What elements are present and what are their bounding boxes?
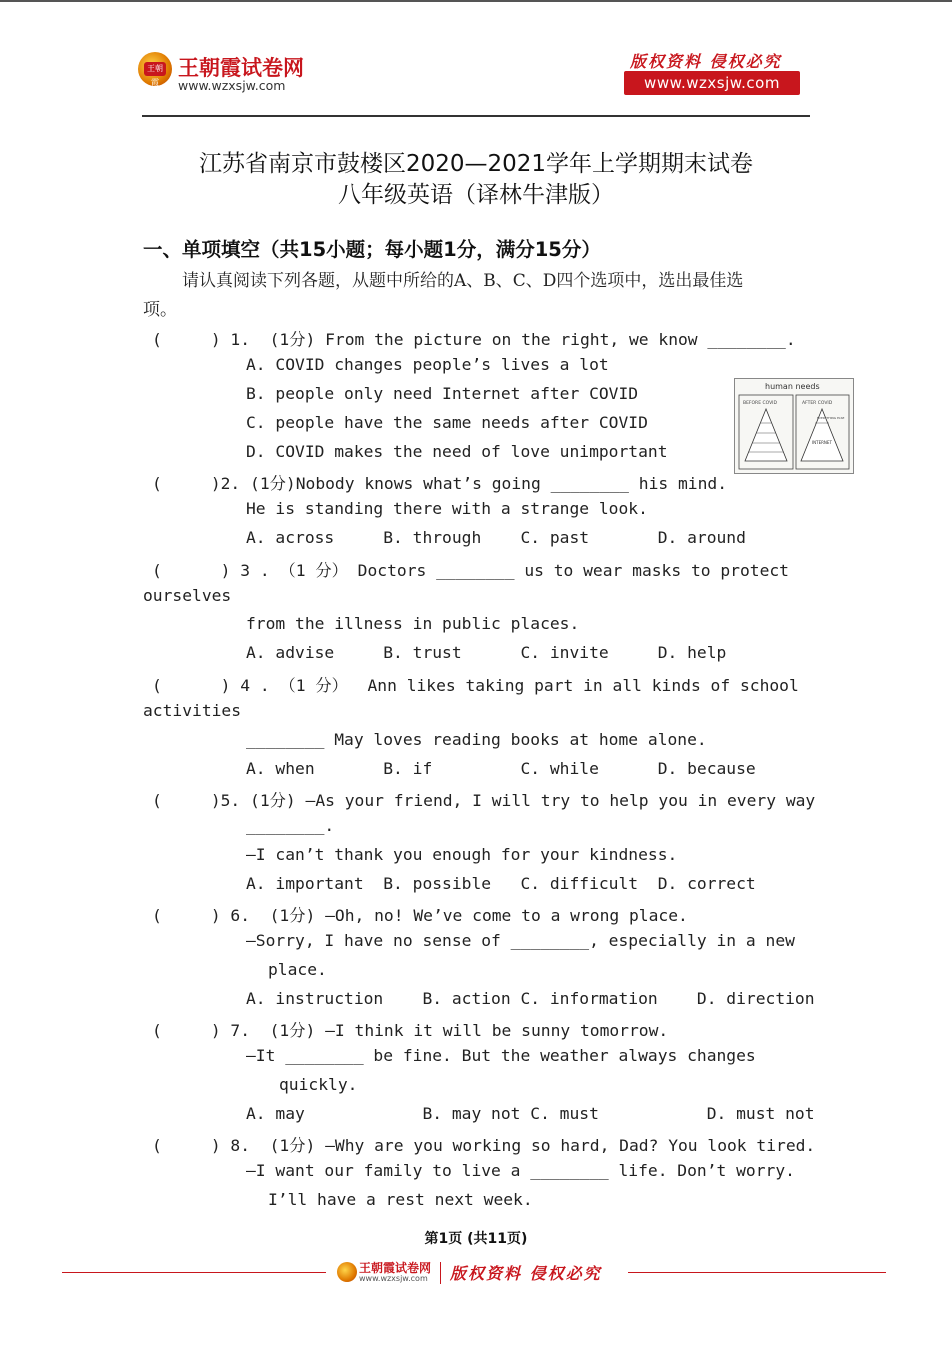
header-rule xyxy=(142,115,810,117)
site-logo-title: 王朝霞试卷网 xyxy=(178,56,304,80)
question-6-reply-cont: place. xyxy=(268,960,327,979)
human-needs-drawing xyxy=(735,379,853,473)
question-6-options: A. instruction B. action C. information D. direction xyxy=(246,989,815,1008)
question-8-reply-cont: I’ll have a rest next week. xyxy=(268,1190,533,1209)
question-6-reply: —Sorry, I have no sense of ________, especially in a new xyxy=(246,931,795,950)
site-url-badge: www.wzxsjw.com xyxy=(624,71,800,95)
question-5-stem-cont: ________. xyxy=(246,816,335,835)
question-5-options: A. important B. possible C. difficult D. correct xyxy=(246,874,756,893)
before-label: BEFORE COVID xyxy=(743,401,777,406)
site-logo-emblem xyxy=(138,52,172,86)
question-7-options: A. may B. may not C. must D. must not xyxy=(246,1104,815,1123)
site-logo-url: www.wzxsjw.com xyxy=(178,78,286,93)
footer-copyright: 版权资料 侵权必究 xyxy=(450,1264,602,1283)
exam-title: 江苏省南京市鼓楼区2020—2021学年上学期期末试卷 xyxy=(198,151,754,177)
question-1-stem: ( ) 1. (1分) From the picture on the right, we know ________. xyxy=(152,330,796,349)
footer-rule-left xyxy=(62,1272,326,1273)
logo-emblem-text: 王朝霞 xyxy=(144,62,166,76)
question-7-reply: —It ________ be fine. But the weather always changes xyxy=(246,1046,756,1065)
question-1-option-c: C. people have the same needs after COVID xyxy=(246,413,648,432)
question-3-options: A. advise B. trust C. invite D. help xyxy=(246,643,727,662)
question-1-option-d: D. COVID makes the need of love unimportant xyxy=(246,442,668,461)
question-2-stem: ( )2. (1分)Nobody knows what’s going ________ his mind. xyxy=(152,474,728,493)
section-instructions: 请认真阅读下列各题，从题中所给的A、B、C、D四个选项中，选出最佳选 xyxy=(182,271,744,291)
question-7-reply-cont: quickly. xyxy=(279,1075,358,1094)
before-pyramid xyxy=(745,409,787,461)
footer-logo-title: 王朝霞试卷网 xyxy=(359,1261,432,1275)
question-3-stem-cont: ourselves xyxy=(143,586,232,605)
after-base-label: INTERNET xyxy=(812,440,832,445)
section-instructions-cont: 项。 xyxy=(143,300,177,320)
footer-logo-emblem xyxy=(337,1262,357,1282)
after-top-label: EVERYTHING ELSE xyxy=(817,416,845,420)
top-border xyxy=(0,0,952,2)
page-number: 第1页 (共11页) xyxy=(424,1231,528,1247)
question-8-stem: ( ) 8. (1分) —Why are you working so hard, Dad? You look tired. xyxy=(152,1136,816,1155)
section-heading: 一、单项填空（共15小题；每小题1分，满分15分） xyxy=(143,238,601,261)
question-1-option-b: B. people only need Internet after COVID xyxy=(246,384,639,403)
footer-rule-right xyxy=(628,1272,886,1273)
question-2-options: A. across B. through C. past D. around xyxy=(246,528,746,547)
question-5-stem: ( )5. (1分) —As your friend, I will try to help you in every way xyxy=(152,791,816,810)
exam-subtitle: 八年级英语（译林牛津版） xyxy=(338,182,614,208)
question-6-stem: ( ) 6. (1分) —Oh, no! We’ve come to a wrong place. xyxy=(152,906,688,925)
question-8-reply: —I want our family to live a ________ life. Don’t worry. xyxy=(246,1161,795,1180)
question-4-stem: ( ) 4 . （1 分） Ann likes taking part in all kinds of school xyxy=(152,676,799,695)
copyright-notice: 版权资料 侵权必究 xyxy=(630,52,782,71)
question-4-stem-cont2: ________ May loves reading books at home alone. xyxy=(246,730,707,749)
question-1-option-a: A. COVID changes people’s lives a lot xyxy=(246,355,609,374)
question-5-reply: —I can’t thank you enough for your kindness. xyxy=(246,845,678,864)
question-7-stem: ( ) 7. (1分) —I think it will be sunny tomorrow. xyxy=(152,1021,669,1040)
after-label: AFTER COVID xyxy=(802,401,833,406)
human-needs-figure xyxy=(734,378,854,474)
question-2-stem-cont: He is standing there with a strange look. xyxy=(246,499,648,518)
figure-caption: human needs xyxy=(765,382,820,391)
question-4-stem-cont: activities xyxy=(143,701,242,720)
footer-separator xyxy=(440,1262,441,1284)
footer-logo-url: www.wzxsjw.com xyxy=(359,1274,428,1283)
question-4-options: A. when B. if C. while D. because xyxy=(246,759,756,778)
question-3-stem-cont2: from the illness in public places. xyxy=(246,614,580,633)
question-3-stem: ( ) 3 . （1 分） Doctors ________ us to wear masks to protect xyxy=(152,561,789,580)
